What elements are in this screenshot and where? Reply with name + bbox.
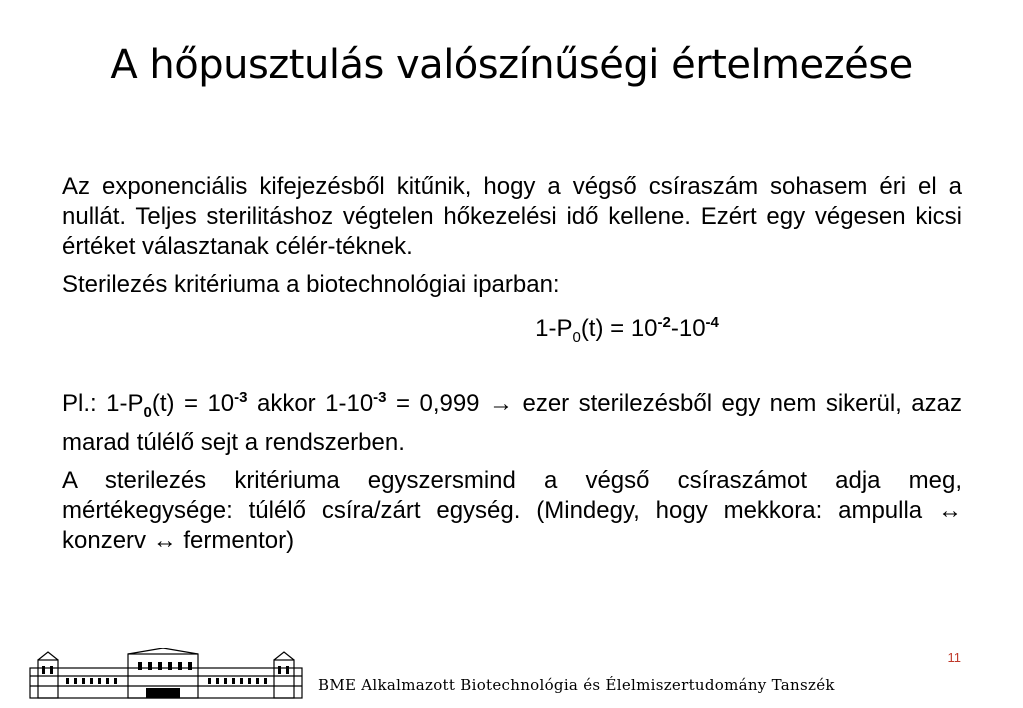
example-exp1: -3 — [234, 388, 248, 406]
university-building-logo — [28, 648, 304, 705]
example-b: (t) = 10 — [151, 389, 235, 417]
formula-prefix: 1-P — [535, 315, 573, 342]
example-exp2: -3 — [373, 388, 387, 406]
formula-mid2: -10 — [670, 315, 706, 342]
slide-body — [62, 172, 962, 564]
paragraph-intro: Az exponenciális kifejezésből kitűnik, hogy a végső csíraszám sohasem éri el a nullát. Teljes sterilitáshoz végtelen hőkezelési idő kellene. Ezért egy végesen kicsi értéket választanak célér-téknek. — [62, 173, 962, 260]
department-name: BME Alkalmazott Biotechnológia és Élelmiszertudomány Tanszék — [318, 676, 835, 694]
paragraph-conclusion: A sterilezés kritériuma egyszersmind a végső csíraszámot adja meg, mértékegysége: túlélő csíra/zárt egység. (Mindegy, hogy mekkora: ampulla ↔ konzerv ↔ fermentor) — [62, 466, 962, 554]
formula — [62, 308, 962, 353]
page-number: 11 — [947, 650, 961, 665]
example-a: Pl.: 1-P — [62, 389, 144, 417]
example-sub: 0 — [143, 403, 152, 421]
paragraph-example — [62, 383, 962, 458]
paragraph-criterion: Sterilezés kritériuma a biotechnológiai iparban: — [62, 271, 560, 298]
formula-exp2: -4 — [705, 314, 719, 331]
formula-sub: 0 — [572, 328, 581, 346]
formula-mid: (t) = 10 — [580, 315, 658, 342]
slide-title: A hőpusztulás valószínűségi értelmezése — [110, 42, 913, 88]
example-d: = 0,999 → ezer sterilezésből egy nem sikerül, azaz marad túlélő sejt a rendszerben. — [62, 389, 963, 456]
example-c: akkor 1-10 — [247, 389, 374, 417]
formula-exp1: -2 — [657, 314, 671, 331]
